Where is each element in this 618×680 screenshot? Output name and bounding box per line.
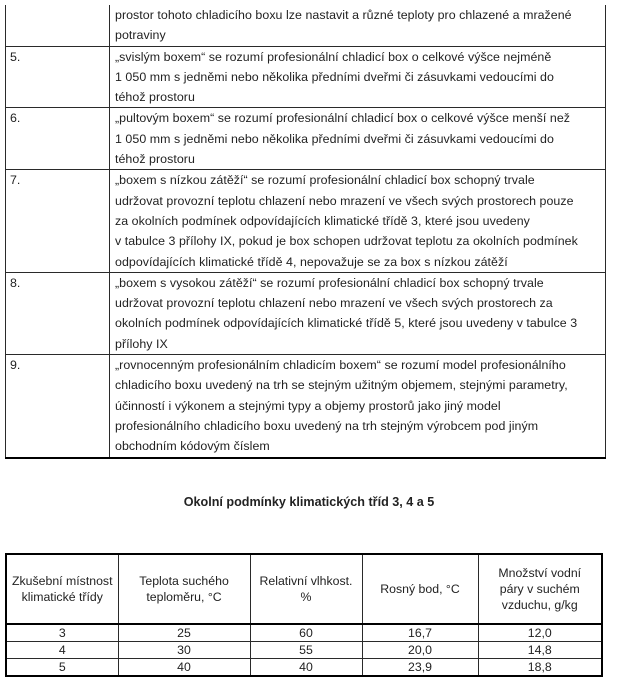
definition-text-line: 1 050 mm s jedněmi nebo několika předními dveřmi či zásuvkami vedoucími do [115, 69, 554, 84]
climate-row [6, 659, 602, 677]
definition-number [6, 5, 110, 46]
climate-column-header [250, 554, 362, 624]
definition-text-line: téhož prostoru [115, 90, 195, 105]
definition-row [6, 108, 606, 170]
climate-conditions-table [5, 553, 603, 677]
climate-cell: 18,8 [478, 659, 602, 677]
definition-number: 6. [6, 108, 110, 170]
definition-text-line: potraviny [115, 28, 166, 43]
definition-text [110, 272, 606, 354]
definition-text-line: „pultovým boxem“ se rozumí profesionální chladicí box o celkové výšce menší než [115, 111, 571, 126]
climate-column-header [118, 554, 250, 624]
definition-text-line: udržovat provozní teplotu chlazení nebo mrazení ve všech svých prostorech za [115, 296, 553, 311]
climate-column-header [362, 554, 478, 624]
climate-cell: 25 [118, 624, 250, 642]
climate-cell: 16,7 [362, 624, 478, 642]
definition-text-line: 1 050 mm s jedněmi nebo několika předními dveřmi či zásuvkami vedoucími do [115, 131, 554, 146]
column-header-line: % [300, 590, 312, 604]
definition-number: 8. [6, 272, 110, 354]
climate-row [6, 624, 602, 642]
definition-text-line: profesionálního chladicího boxu uvedený na trh stejným výrobcem pod jiným [115, 418, 539, 433]
column-header-line: vzduchu, g/kg [501, 598, 578, 612]
definition-text-line: za okolních podmínek odpovídajících klimatické třídě 3, které jsou uvedeny [115, 213, 530, 228]
definition-text-line: účinností i výkonem a stejnými typy a objemy prostorů jako jiný model [115, 398, 501, 413]
definitions-body [6, 5, 606, 458]
definition-text [110, 5, 606, 46]
column-header-line: Množství vodní [498, 566, 582, 580]
climate-cell: 20,0 [362, 642, 478, 659]
column-header-line: klimatické třídy [21, 590, 103, 604]
climate-cell: 5 [6, 659, 118, 677]
definition-text-line: „rovnocenným profesionálním chladicím boxem“ se rozumí model profesionálního [115, 358, 566, 373]
definition-text-line: „boxem s nízkou zátěží“ se rozumí profesionální chladicí box schopný trvale [115, 173, 535, 188]
definition-text-line: odpovídajících klimatické třídě 4, nepovažuje se za box s nízkou zátěží [115, 254, 508, 269]
climate-column-header [6, 554, 118, 624]
column-header-line: Zkušební místnost [12, 574, 113, 588]
climate-cell: 55 [250, 642, 362, 659]
definition-text-line: prostor tohoto chladicího boxu lze nastavit a různé teploty pro chlazené a mražené [115, 8, 572, 22]
definition-text-line: udržovat provozní teplotu chlazení nebo mrazení ve všech svých prostorech pouze [115, 193, 574, 208]
definitions-table [5, 5, 606, 459]
climate-cell: 14,8 [478, 642, 602, 659]
definition-text-line: „boxem s vysokou zátěží“ se rozumí profesionální chladicí box schopný trvale [115, 275, 544, 290]
definition-text-line: chladicího boxu uvedený na trh se stejným užitným objemem, stejnými parametry, [115, 378, 568, 393]
definition-text [110, 355, 606, 458]
definition-text-line: „svislým boxem“ se rozumí profesionální chladicí box o celkové výšce nejméně [115, 49, 552, 64]
climate-cell: 60 [250, 624, 362, 642]
definition-text-line: obchodním kódovým číslem [115, 439, 270, 454]
definition-text-line: přílohy IX [115, 336, 168, 351]
column-header-line: Relativní vlhkost. [259, 574, 353, 588]
climate-table-title: Okolní podmínky klimatických tříd 3, 4 a 5 [183, 495, 435, 509]
definition-text-line: téhož prostoru [115, 152, 195, 167]
definition-row [6, 46, 606, 108]
climate-row [6, 642, 602, 659]
climate-column-header [478, 554, 602, 624]
definition-row [6, 170, 606, 272]
definition-text [110, 170, 606, 272]
column-header-line: Rosný bod, °C [380, 582, 460, 596]
definition-row [6, 5, 606, 46]
definition-row [6, 355, 606, 458]
definition-text-line: v tabulce 3 přílohy IX, pokud je box schopen udržovat teplotu za okolních podmínek [115, 234, 578, 249]
definition-row [6, 272, 606, 354]
climate-cell: 4 [6, 642, 118, 659]
climate-cell: 40 [118, 659, 250, 677]
definition-number: 9. [6, 355, 110, 458]
definition-text [110, 108, 606, 170]
climate-table-header [6, 554, 602, 624]
definition-text-line: okolních podmínek odpovídajících klimatické třídě 5, které jsou uvedeny v tabulce 3 [115, 316, 578, 331]
column-header-line: páry v suchém [499, 582, 580, 596]
climate-table-body [6, 624, 602, 676]
climate-cell: 40 [250, 659, 362, 677]
definition-number: 5. [6, 46, 110, 108]
climate-cell: 23,9 [362, 659, 478, 677]
column-header-line: Teplota suchého [139, 574, 229, 588]
definition-text [110, 46, 606, 108]
definition-number: 7. [6, 170, 110, 272]
climate-cell: 3 [6, 624, 118, 642]
climate-cell: 30 [118, 642, 250, 659]
climate-header-row [6, 554, 602, 624]
climate-cell: 12,0 [478, 624, 602, 642]
column-header-line: teploměru, °C [146, 590, 222, 604]
